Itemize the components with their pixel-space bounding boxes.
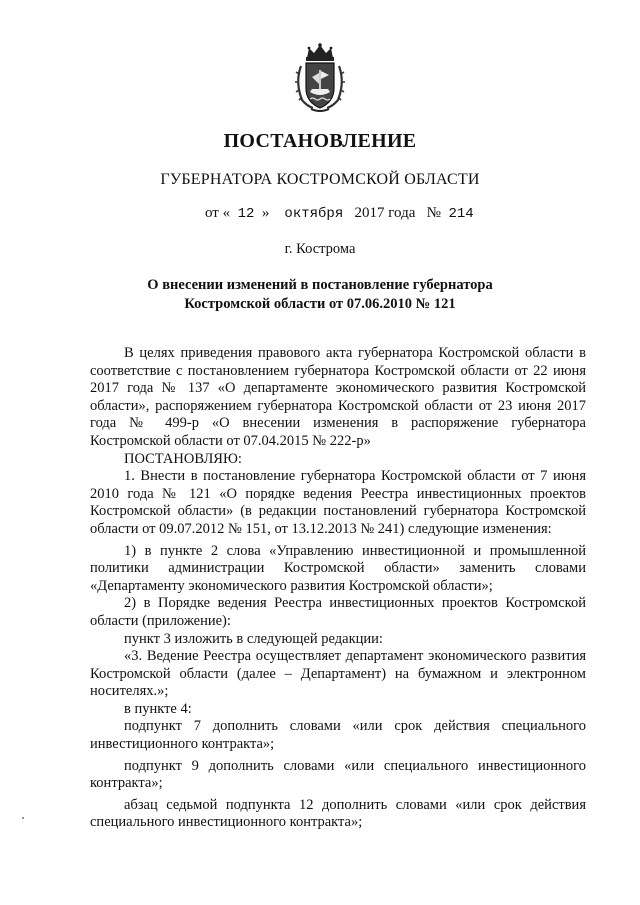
date-prefix: от « (205, 205, 231, 221)
paragraph-subitem-1: 1) в пункте 2 слова «Управлению инвестиционной и промышленной политики администрации Костромской области» заменить словами «Департаменту экономического развития Костромской области»; (90, 542, 586, 594)
document-issuer: ГУБЕРНАТОРА КОСТРОМСКОЙ ОБЛАСТИ (160, 171, 480, 188)
paragraph-point-3-text: «3. Ведение Реестра осуществляет департамент экономического развития Костромской области (далее – Департамент) на бумажном и электронном носителях.»; (90, 648, 586, 700)
paragraph-subpoint-9: подпункт 9 дополнить словами «или специального инвестиционного контракта»; (90, 757, 586, 792)
paragraph-point-4-intro: в пункте 4: (124, 700, 192, 717)
paragraph-subitem-2: 2) в Порядке ведения Реестра инвестиционных проектов Костромской области (приложение): (90, 595, 586, 629)
number-sign: № (426, 205, 441, 221)
paragraph-subpoint-12: абзац седьмой подпункта 12 дополнить словами «или срок действия специального инвестиционного контракта»; (90, 796, 586, 831)
paragraph-preamble: В целях приведения правового акта губернатора Костромской области в соответствие с постановлением губернатора Костромской области от 22 июня 2017 года № 137 «О департаменте экономического развития Костромской области», распоряжением губернатора Костромской области от 23 июня 2017 года № 499-р «О внесении изменения в распоряжение губернатора Костромской области от 07.04.2015 № 222-р» (90, 345, 586, 449)
subject-line-2: Костромской области от 07.06.2010 № 121 (184, 296, 456, 312)
paragraph-point-3-intro: пункт 3 изложить в следующей редакции: (124, 630, 383, 647)
date-month: октября (284, 206, 344, 222)
coat-of-arms-icon (293, 42, 347, 114)
paragraph-decree: ПОСТАНОВЛЯЮ: (124, 450, 242, 467)
margin-dot (22, 817, 24, 819)
paragraph-item-1: 1. Внести в постановление губернатора Костромской области от 7 июня 2010 года № 121 «О порядке ведения Реестра инвестиционных проектов Костромской области» (в редакции постановлений губернатора Костромской области от 09.07.2012 № 151, от 13.12.2013 № 241) следующие изменения: (90, 468, 586, 537)
city: г. Кострома (284, 241, 356, 257)
date-day: 12 (237, 206, 255, 222)
document-body (90, 345, 586, 832)
date-quote-close: » (261, 205, 270, 221)
document-subject (90, 276, 550, 314)
paragraph-subpoint-7: подпункт 7 дополнить словами «или срок действия специального инвестиционного контракта»; (90, 718, 586, 753)
date-year: 2017 года (354, 205, 416, 221)
document-number: 214 (448, 206, 474, 222)
date-line (205, 205, 474, 222)
document-title: ПОСТАНОВЛЕНИЕ (223, 130, 417, 152)
subject-line-1: О внесении изменений в постановление губернатора (147, 277, 493, 293)
